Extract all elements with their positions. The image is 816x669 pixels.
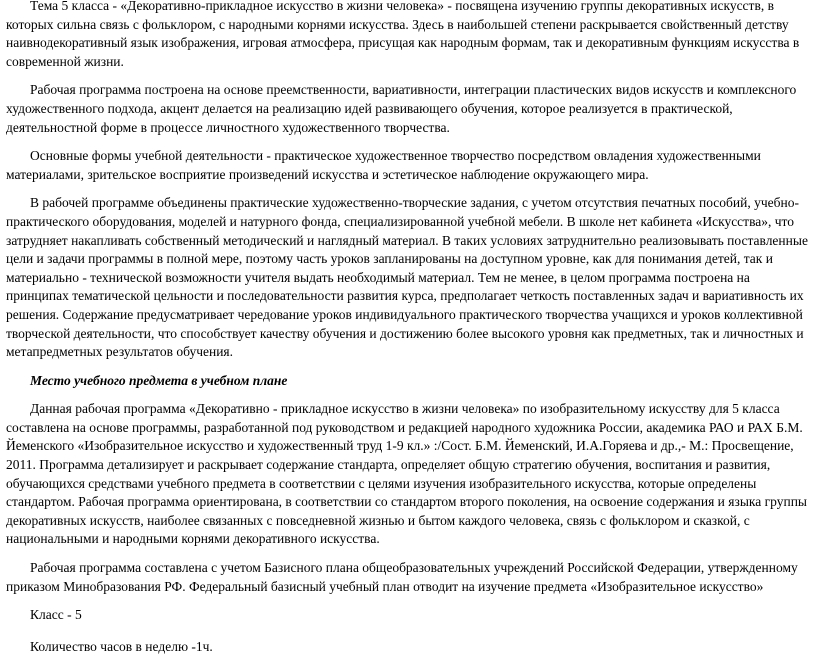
paragraph-program-source: Данная рабочая программа «Декоративно - прикладное искусство в жизни человека» по изобразительному искусству для 5 класса составлена на основе программы, разработанной под руководством и редакцией народного художника России, академика РАО и РАХ Б.М. Йеменского «Изобразительное искусство и художественный труд 1-9 кл.» :/Сост. Б.М. Йеменский, И.А.Горяева и др.,- М.: Просвещение, 2011. Программа детализирует и раскрывает содержание стандарта, определяет общую стратегию обучения, воспитания и развития, обучающихся средствами учебного предмета в соответствии с целями изучения изобразительного искусства, которые определены стандартом. Рабочая программа ориентирована, в соответствии со стандартом второго поколения, на освоение содержания и языка группы декоративных искусств, наиболее связанных с повседневной жизнью и бытом каждого человека, связь с фольклором и сказкой, с национальными и народными корнями декоративного искусства.	[6, 401, 807, 547]
paragraph-program-basis: Рабочая программа построена на основе преемственности, вариативности, интеграции пластических видов искусств и комплексного художественного подхода, акцент делается на реализацию идей развивающего обучения, которое реализуется в практической, деятельностной форме в процессе личностного художественного творчества.	[6, 82, 797, 135]
document-page	[6, 0, 808, 669]
paragraph-activity-forms: Основные формы учебной деятельности - практическое художественное творчество посредством овладения художественными материалами, зрительское восприятие произведений искусства и эстетическое наблюдение окружающего мира.	[6, 148, 761, 182]
paragraph-topic-intro: Тема 5 класса - «Декоративно-прикладное искусство в жизни человека» - посвящена изучению группы декоративных искусств, в которых сильна связь с фольклором, с народными корнями искусства. Здесь в наибольшей степени раскрывается свойственный детству наивнодекоративный язык изображения, игровая атмосфера, присущая как народным формам, так и декоративным функциям искусства в современной жизни.	[6, 0, 800, 69]
class-line: Класс - 5	[30, 607, 82, 623]
paragraph-practical-tasks: В рабочей программе объединены практические художественно-творческие задания, с учетом отсутствия печатных пособий, учебно-практического оборудования, моделей и натурного фонда, специализированной учебной мебели. В школе нет кабинета «Искусства», что затрудняет накапливать собственный методический и наглядный материал. В таких условиях затруднительно реализовывать поставленные цели и задачи программы в полной мере, поэтому часть уроков запланированы на доступном уровне, как для понимания детей, так и материально - технической возможности учителя выдать необходимый материал. Тем не менее, в целом программа построена на принципах тематической цельности и последовательности развития курса, предполагает четкость поставленных задач и вариативность их решения. Содержание предусматривает чередование уроков индивидуального практического творчества учащихся и уроков коллективной творческой деятельности, что способствует качеству обучения и достижению более высокого уровня как предметных, так и личностных и метапредметных результатов обучения.	[6, 195, 808, 360]
hours-line: Количество часов в неделю -1ч.	[30, 638, 213, 654]
section-heading: Место учебного предмета в учебном плане	[30, 372, 288, 388]
paragraph-basic-plan: Рабочая программа составлена с учетом Базисного плана общеобразовательных учреждений Российской Федерации, утвержденному приказом Минобразования РФ. Федеральный базисный учебный план отводит на изучение предмета «Изобразительное искусство»	[6, 560, 798, 594]
